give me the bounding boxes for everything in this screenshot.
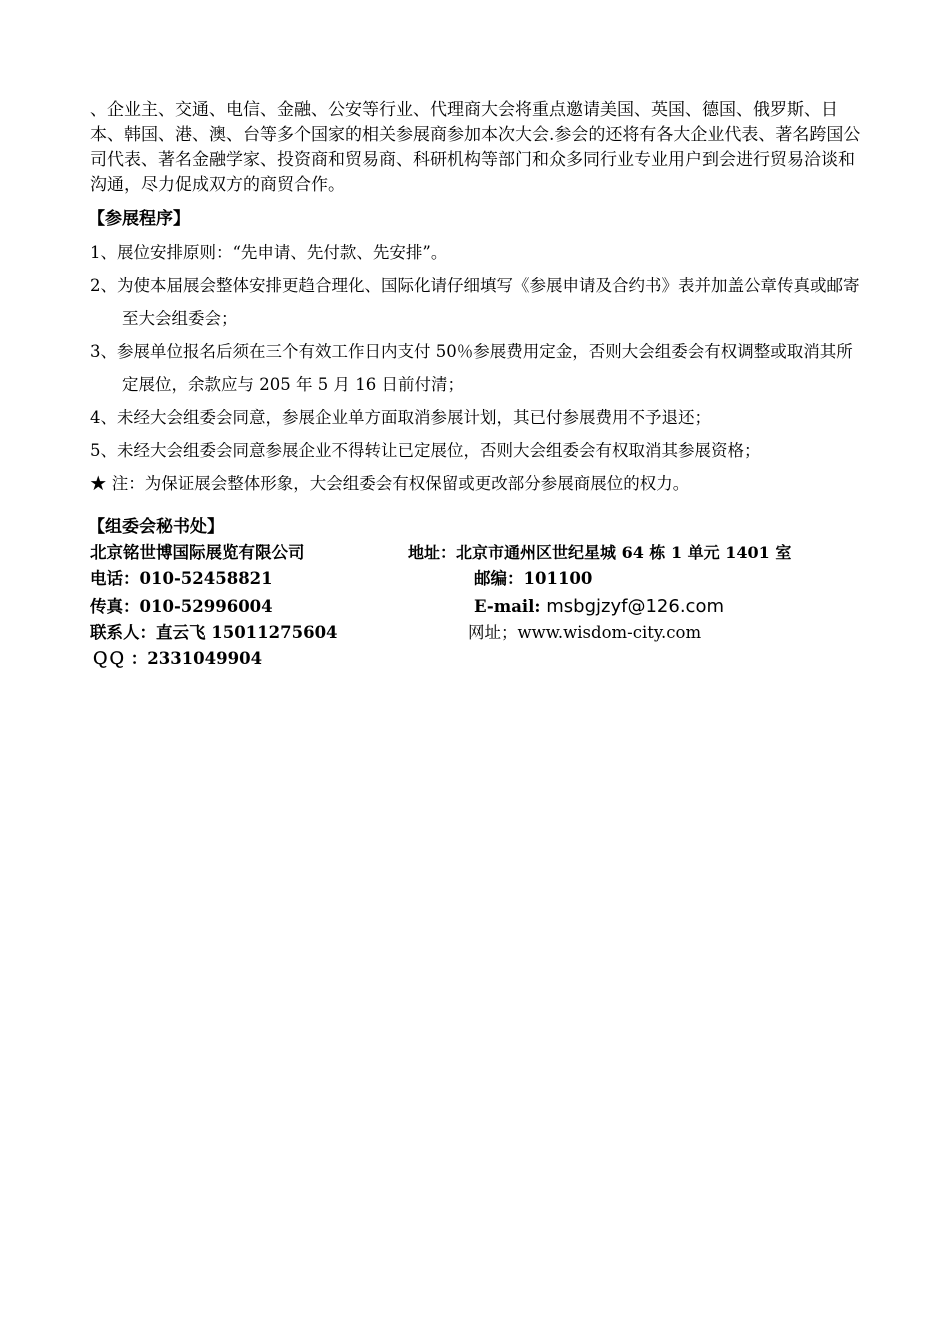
procedure-step: 1、展位安排原则：“先申请、先付款、先安排”。 — [90, 243, 448, 262]
email-label: E-mail: — [474, 597, 547, 616]
phone: 电话：010-52458821 — [90, 569, 273, 588]
secretariat-heading: 【组委会秘书处】 — [88, 517, 224, 537]
email-line — [474, 594, 724, 620]
procedure-step: 2、为使本届展会整体安排更趋合理化、国际化请仔细填写《参展申请及合约书》表并加盖公章传真或邮寄至大会组委会； — [90, 276, 860, 328]
intro-paragraph: 、企业主、交通、电信、金融、公安等行业、代理商大会将重点邀请美国、英国、德国、俄罗斯、日本、韩国、港、澳、台等多个国家的相关参展商参加本次大会.参会的还将有各大企业代表、著名跨国公司代表、著名金融学家、投资商和贸易商、科研机构等部门和众多同行业专业用户到会进行贸易洽谈和沟通，尽力促成双方的商贸合作。 — [90, 100, 861, 195]
procedure-step: 5、未经大会组委会同意参展企业不得转让已定展位，否则大会组委会有权取消其参展资格； — [90, 441, 761, 460]
website-link[interactable]: 网址；www.wisdom-city.com — [468, 623, 702, 642]
email-link[interactable]: msbgjzyf@126.com — [546, 596, 724, 617]
procedure-step: 4、未经大会组委会同意，参展企业单方面取消参展计划，其已付参展费用不予退还； — [90, 408, 711, 427]
contact-person: 联系人：直云飞 15011275604 — [90, 623, 338, 642]
fax: 传真：010-52996004 — [90, 597, 273, 616]
postcode: 邮编：101100 — [474, 569, 593, 588]
procedure-step: 3、参展单位报名后须在三个有效工作日内支付 50％参展费用定金，否则大会组委会有权调整或取消其所定展位，余款应与 205 年 5 月 16 日前付清； — [90, 342, 853, 394]
qq-number: ＱＱ ：2331049904 — [92, 649, 263, 668]
company-name: 北京铭世博国际展览有限公司 — [90, 543, 305, 562]
address: 地址：北京市通州区世纪星城 64 栋 1 单元 1401 室 — [408, 543, 792, 562]
procedure-heading: 【参展程序】 — [88, 209, 190, 229]
procedure-note: ★ 注：为保证展会整体形象，大会组委会有权保留或更改部分参展商展位的权力。 — [90, 474, 690, 493]
procedure-steps — [90, 236, 866, 500]
